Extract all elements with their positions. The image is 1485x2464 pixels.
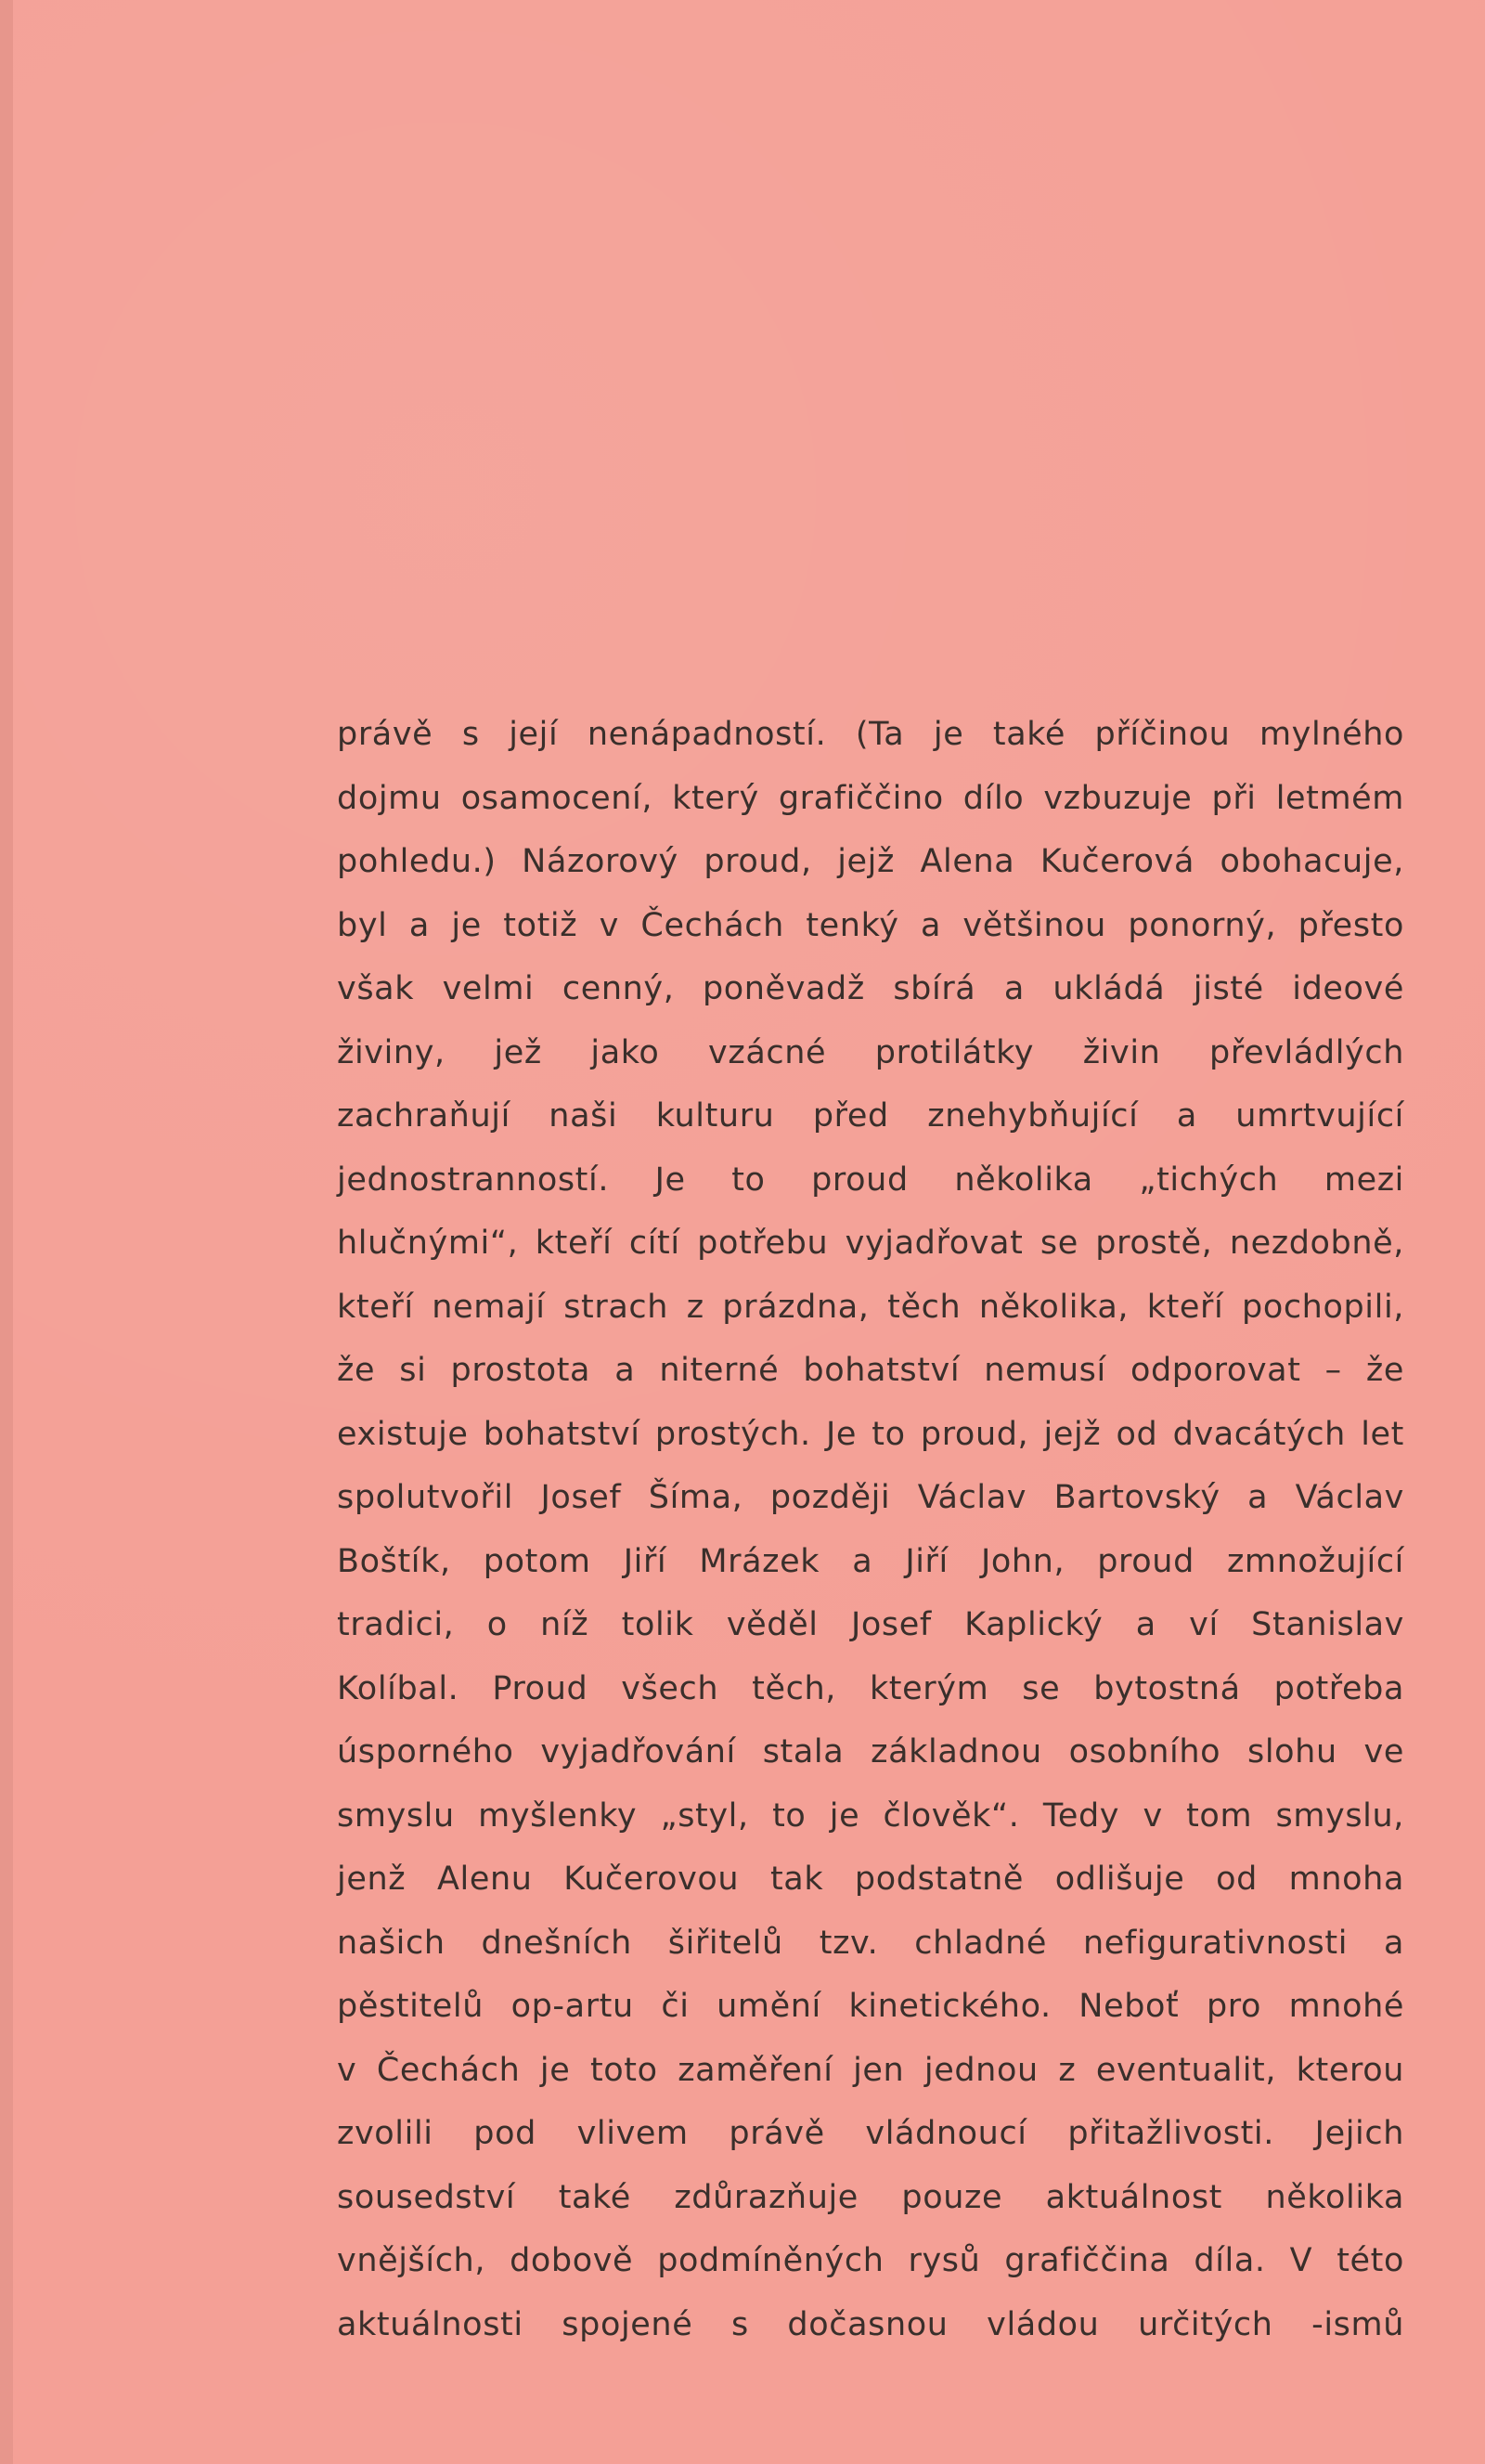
text-line: dojmu osamocení, který grafiččino dílo vzbuzuje při letmém: [337, 779, 1404, 817]
text-line: však velmi cenný, poněvadž sbírá a ukládá jisté ideové: [337, 970, 1404, 1007]
text-line: jednostranností. Je to proud několika „tichých mezi: [337, 1161, 1404, 1199]
text-line: pěstitelů op-artu či umění kinetického. Neboť pro mnohé: [337, 1988, 1404, 2025]
page-edge-shadow: [0, 0, 13, 2464]
text-line: smyslu myšlenky „styl, to je člověk“. Tedy v tom smyslu,: [337, 1796, 1404, 1835]
text-line: byl a je totiž v Čechách tenký a většinou ponorný, přesto: [337, 906, 1404, 944]
text-line: hlučnými“, kteří cítí potřebu vyjadřovat se prostě, nezdobně,: [337, 1225, 1404, 1262]
text-line: Kolíbal. Proud všech těch, kterým se bytostná potřeba: [337, 1669, 1404, 1707]
text-line: sousedství také zdůrazňuje pouze aktuálnost několika: [337, 2178, 1404, 2216]
text-line: kteří nemají strach z prázdna, těch několika, kteří pochopili,: [337, 1288, 1404, 1326]
text-line: zachraňují naši kulturu před znehybňující a umrtvující: [337, 1097, 1404, 1135]
text-line: že si prostota a niterné bohatství nemusí odporovat – že: [337, 1352, 1404, 1389]
body-text: [337, 707, 1404, 2361]
text-line: našich dnešních šiřitelů tzv. chladné nefigurativnosti a: [337, 1924, 1404, 1962]
text-line: živiny, jež jako vzácné protilátky živin převládlých: [337, 1033, 1404, 1071]
text-line: jenž Alenu Kučerovou tak podstatně odlišuje od mnoha: [337, 1861, 1404, 1898]
text-line: vnějších, dobově podmíněných rysů grafiččina díla. V této: [337, 2242, 1404, 2279]
text-line: úsporného vyjadřování stala základnou osobního slohu ve: [337, 1733, 1404, 1770]
text-line: zvolili pod vlivem právě vládnoucí přitažlivosti. Jejich: [337, 2115, 1404, 2152]
text-line: spolutvořil Josef Šíma, později Václav Bartovský a Václav: [337, 1479, 1404, 1516]
text-line: tradici, o níž tolik věděl Josef Kaplický a ví Stanislav: [337, 1606, 1404, 1643]
text-line: Boštík, potom Jiří Mrázek a Jiří John, proud zmnožující: [337, 1542, 1404, 1580]
text-line: pohledu.) Názorový proud, jejž Alena Kučerová obohacuje,: [337, 843, 1404, 880]
text-line: existuje bohatství prostých. Je to proud, jejž od dvacátých let: [337, 1415, 1404, 1453]
text-line: v Čechách je toto zaměření jen jednou z eventualit, kterou: [337, 2051, 1404, 2089]
text-line: právě s její nenápadností. (Ta je také příčinou mylného: [337, 716, 1404, 753]
text-line: aktuálnosti spojené s dočasnou vládou určitých -ismů: [337, 2305, 1404, 2343]
